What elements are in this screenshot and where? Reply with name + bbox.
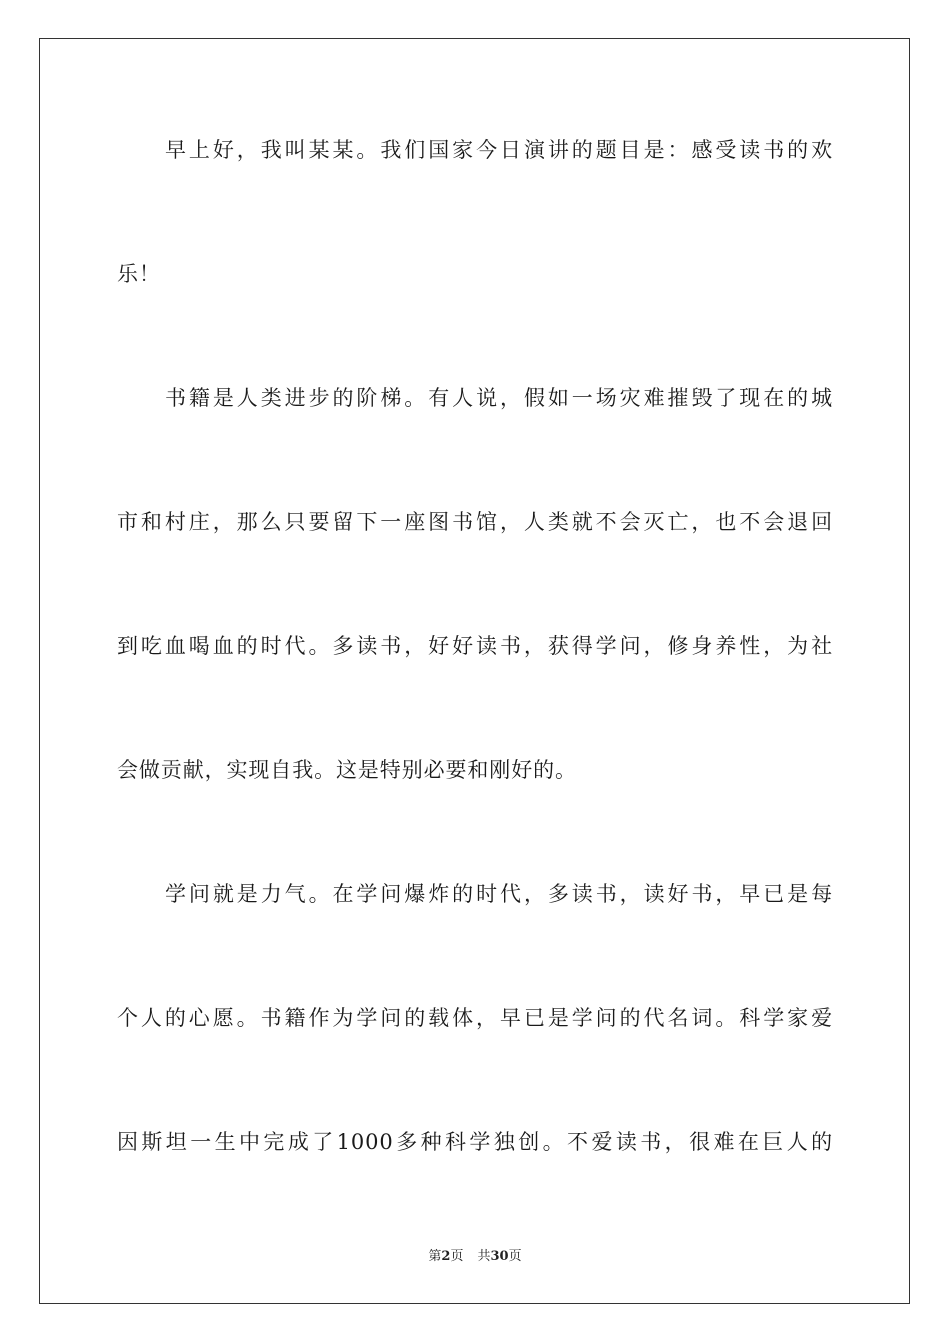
paragraph-3-line-1: 学问就是力气。在学问爆炸的时代，多读书，读好书，早已是每 — [165, 882, 833, 906]
paragraph-1-line-1: 早上好，我叫某某。我们国家今日演讲的题目是：感受读书的欢 — [165, 138, 833, 162]
total-prefix: 共 — [477, 1249, 491, 1264]
paragraph-1-line-2: 乐！ — [117, 262, 161, 286]
page-suffix: 页 — [450, 1249, 464, 1264]
total-pages: 30 — [490, 1249, 509, 1264]
paragraph-2-line-3: 到吃血喝血的时代。多读书，好好读书，获得学问，修身养性，为社 — [117, 634, 833, 658]
paragraph-3-line-3: 因斯坦一生中完成了1000多种科学独创。不爱读书，很难在巨人的 — [117, 1130, 833, 1154]
page-border — [39, 38, 910, 1304]
page-number: 2 — [441, 1249, 451, 1264]
paragraph-3-line-2: 个人的心愿。书籍作为学问的载体，早已是学问的代名词。科学家爱 — [117, 1006, 833, 1030]
page-prefix: 第 — [428, 1249, 442, 1264]
paragraph-2-line-1: 书籍是人类进步的阶梯。有人说，假如一场灾难摧毁了现在的城 — [165, 386, 833, 410]
paragraph-2-line-2: 市和村庄，那么只要留下一座图书馆，人类就不会灭亡，也不会退回 — [117, 510, 833, 534]
paragraph-2-line-4: 会做贡献，实现自我。这是特别必要和刚好的。 — [117, 758, 577, 782]
total-suffix: 页 — [508, 1249, 522, 1264]
page-footer — [0, 1248, 950, 1266]
